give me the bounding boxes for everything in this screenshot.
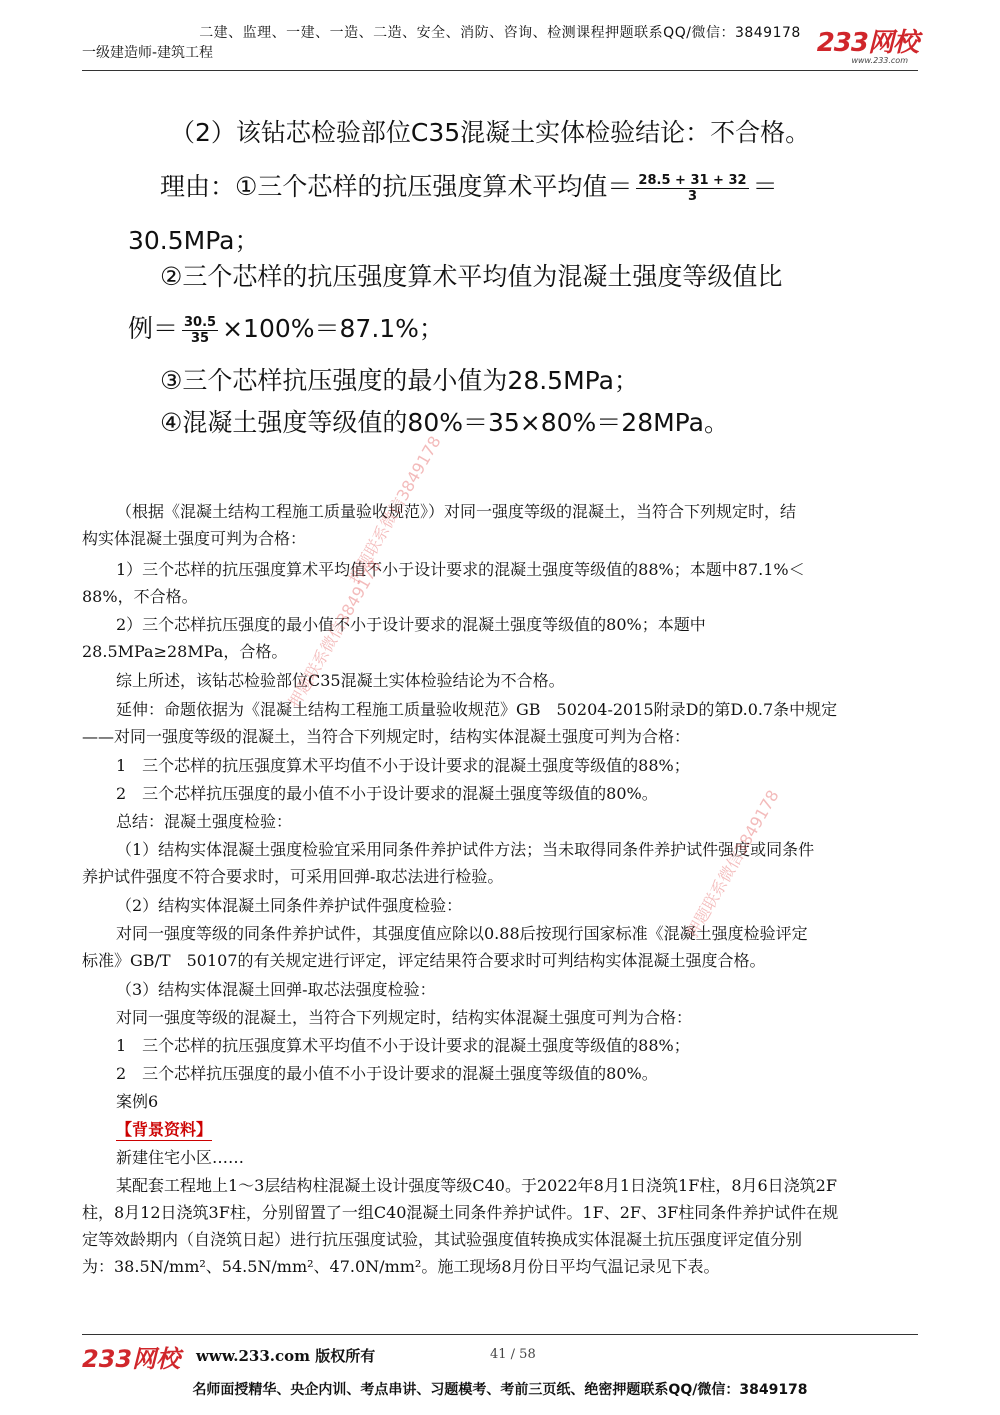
para-11a: 对同一强度等级的同条件养护试件，其强度值应除以0.88后按现行国家标准《混凝土强度检验评定	[116, 924, 808, 943]
para-9a: （1）结构实体混凝土强度检验宜采用同条件养护试件方法；当未取得同条件养护试件强度或同条件	[116, 840, 815, 859]
para-7: 2 三个芯样抗压强度的最小值不小于设计要求的混凝土强度等级值的80%。	[116, 784, 658, 803]
para-13: 对同一强度等级的混凝土，当符合下列规定时，结构实体混凝土强度可判为合格：	[116, 1008, 693, 1027]
answer-reason-4: ④混凝土强度等级值的80%＝35×80%＝28MPa。	[160, 408, 729, 437]
para-1b: 构实体混凝土强度可判为合格：	[82, 529, 307, 548]
footer-divider	[82, 1334, 918, 1335]
para-12: （3）结构实体混凝土回弹-取芯法强度检验：	[116, 980, 436, 999]
para-1a: （根据《混凝土结构工程施工质量验收规范》）对同一强度等级的混凝土，当符合下列规定时，结	[116, 502, 797, 521]
para-6: 1 三个芯样的抗压强度算术平均值不小于设计要求的混凝土强度等级值的88%；	[116, 756, 690, 775]
answer-reason-1	[160, 172, 778, 204]
header-logo: 233网校	[816, 28, 918, 58]
para-17a: 某配套工程地上1～3层结构柱混凝土设计强度等级C40。于2022年8月1日浇筑1F柱，8月6日浇筑2F	[116, 1176, 837, 1195]
footer-copyright: www.233.com 版权所有	[196, 1347, 376, 1365]
para-16: 新建住宅小区……	[116, 1148, 245, 1167]
para-9b: 养护试件强度不符合要求时，可采用回弹-取芯法进行检验。	[82, 867, 504, 886]
para-10: （2）结构实体混凝土同条件养护试件强度检验：	[116, 896, 463, 915]
para-2b: 88%，不合格。	[82, 587, 198, 606]
reason1-prefix: 理由：①三个芯样的抗压强度算术平均值＝	[160, 172, 633, 201]
reason1-equals: ＝	[752, 172, 778, 201]
para-17d: 为：38.5N/mm²、54.5N/mm²、47.0N/mm²。施工现场8月份日平均气温记录见下表。	[82, 1257, 720, 1276]
para-4: 综上所述，该钻芯检验部位C35混凝土实体检验结论为不合格。	[116, 671, 565, 690]
header-banner: 二建、监理、一建、一造、二造、安全、消防、咨询、检测课程押题联系QQ/微信：3849178	[199, 25, 801, 41]
watermark-3: 押题联系微信3849178	[682, 786, 783, 941]
background-title-text: 【背景资料】	[116, 1120, 213, 1139]
header-subtitle: 一级建造师-建筑工程	[82, 45, 214, 61]
para-14: 1 三个芯样的抗压强度算术平均值不小于设计要求的混凝土强度等级值的88%；	[116, 1036, 690, 1055]
para-5b: ——对同一强度等级的混凝土，当符合下列规定时，结构实体混凝土强度可判为合格：	[82, 727, 691, 746]
fraction-ratio	[182, 315, 218, 346]
fraction-average-numerator: 28.5 + 31 + 32	[638, 172, 747, 188]
para-8: 总结：混凝土强度检验：	[116, 812, 293, 831]
para-5a: 延伸：命题依据为《混凝土结构工程施工质量验收规范》GB 50204-2015附录D的第D.0.7条中规定	[116, 700, 838, 719]
watermark-2: 押题联系微信3849178	[344, 432, 445, 588]
answer-reason-2-line1: ②三个芯样的抗压强度算术平均值为混凝土强度等级值比	[160, 262, 783, 291]
para-11b: 标准》GB/T 50107的有关规定进行评定，评定结果符合要求时可判结构实体混凝土强度合格。	[82, 951, 766, 970]
answer-conclusion: （2）该钻芯检验部位C35混凝土实体检验结论：不合格。	[170, 118, 811, 147]
background-title	[116, 1116, 212, 1143]
fraction-ratio-numerator: 30.5	[184, 314, 217, 330]
header-logo-url: www.233.com	[851, 56, 908, 65]
case-label: 案例6	[116, 1092, 159, 1111]
para-3b: 28.5MPa≥28MPa，合格。	[82, 642, 288, 661]
para-3a: 2）三个芯样抗压强度的最小值不小于设计要求的混凝土强度等级值的80%；本题中	[116, 615, 706, 634]
reason2-suffix: ×100%＝87.1%；	[222, 314, 444, 343]
answer-reason-3: ③三个芯样抗压强度的最小值为28.5MPa；	[160, 366, 639, 395]
footer-banner: 名师面授精华、央企内训、考点串讲、习题模考、考前三页纸、绝密押题联系QQ/微信：3849178	[192, 1382, 808, 1398]
fraction-average	[636, 173, 748, 204]
fraction-ratio-denominator: 35	[191, 330, 210, 346]
footer-logo: 233网校	[82, 1345, 181, 1373]
header-divider	[82, 70, 918, 71]
para-2a: 1）三个芯样的抗压强度算术平均值不小于设计要求的混凝土强度等级值的88%；本题中87.1%＜	[116, 560, 805, 579]
fraction-average-denominator: 3	[687, 188, 698, 204]
para-15: 2 三个芯样抗压强度的最小值不小于设计要求的混凝土强度等级值的80%。	[116, 1064, 658, 1083]
para-17c: 定等效龄期内（自浇筑日起）进行抗压强度试验，其试验强度值转换成实体混凝土抗压强度评定值分别	[82, 1230, 803, 1249]
watermark-1: 押题联系微信3849178	[284, 556, 385, 711]
answer-reason-1-result: 30.5MPa；	[128, 226, 260, 255]
page-number: 41 / 58	[490, 1347, 536, 1362]
para-17b: 柱，8月12日浇筑3F柱，分别留置了一组C40混凝土同条件养护试件。1F、2F、3F柱同条件养护试件在规	[82, 1203, 839, 1222]
reason2-prefix: 例＝	[128, 314, 179, 343]
answer-reason-2-line2	[128, 314, 444, 346]
